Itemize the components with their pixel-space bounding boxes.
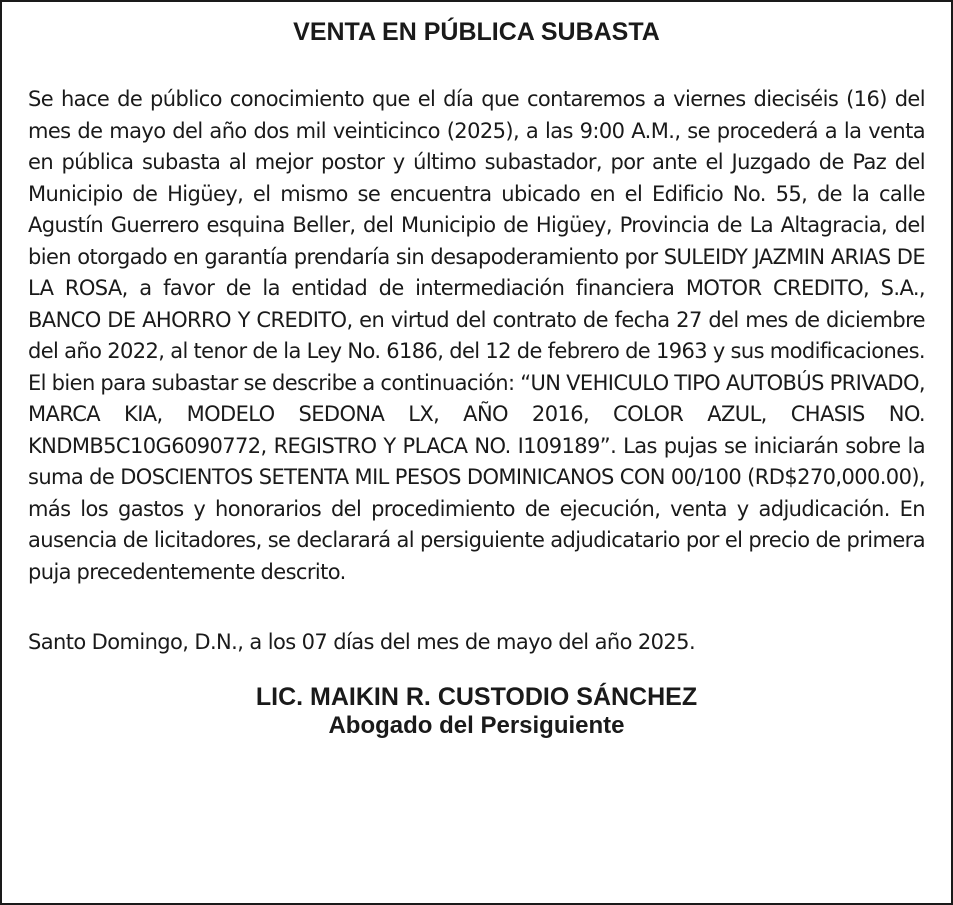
notice-title: VENTA EN PÚBLICA SUBASTA — [293, 18, 660, 46]
signer-name: LIC. MAIKIN R. CUSTODIO SÁNCHEZ — [255, 682, 698, 711]
notice-body: Se hace de público conocimiento que el día que contaremos a viernes dieciséis (16) del mes de mayo del año dos mil veinticinco (2025), a las 9:00 A.M., se procederá a la venta en pública subasta al mejor postor y último subastador, por ante el Juzgado de Paz del Municipio de Higüey, el mismo se encuentra ubicado en el Edificio No. 55, de la calle Agustín Guerrero esquina Beller, del Municipio de Higüey, Provincia de La Altagracia, del bien otorgado en garantía prendaría sin desapoderamiento por SULEIDY JAZMIN ARIAS DE LA ROSA, a favor de la entidad de intermediación financiera MOTOR CREDITO, S.A., BANCO DE AHORRO Y CREDITO, en virtud del contrato de fecha 27 del mes de diciembre del año 2022, al tenor de la Ley No. 6186, del 12 de febrero de 1963 y sus modificaciones. El bien para subastar se describe a continuación: “UN VEHICULO TIPO AUTOBÚS PRIVADO, MARCA KIA, MODELO SEDONA LX, AÑO 2016, COLOR AZUL, CHASIS NO. KNDMB5C10G6090772, REGISTRO Y PLACA NO. I109189”. Las pujas se iniciarán sobre la suma de DOSCIENTOS SETENTA MIL PESOS DOMINICANOS CON 00/100 (RD$270,000.00), más los gastos y honorarios del procedimiento de ejecución, venta y adjudicación. En ausencia de licitadores, se declarará al persiguiente adjudicatario por el precio de primera puja precedentemente descrito. — [28, 87, 925, 584]
signer-role: Abogado del Persiguiente — [328, 711, 625, 739]
notice-date-line: Santo Domingo, D.N., a los 07 días del mes de mayo del año 2025. — [28, 630, 696, 654]
signature-block — [28, 683, 925, 739]
